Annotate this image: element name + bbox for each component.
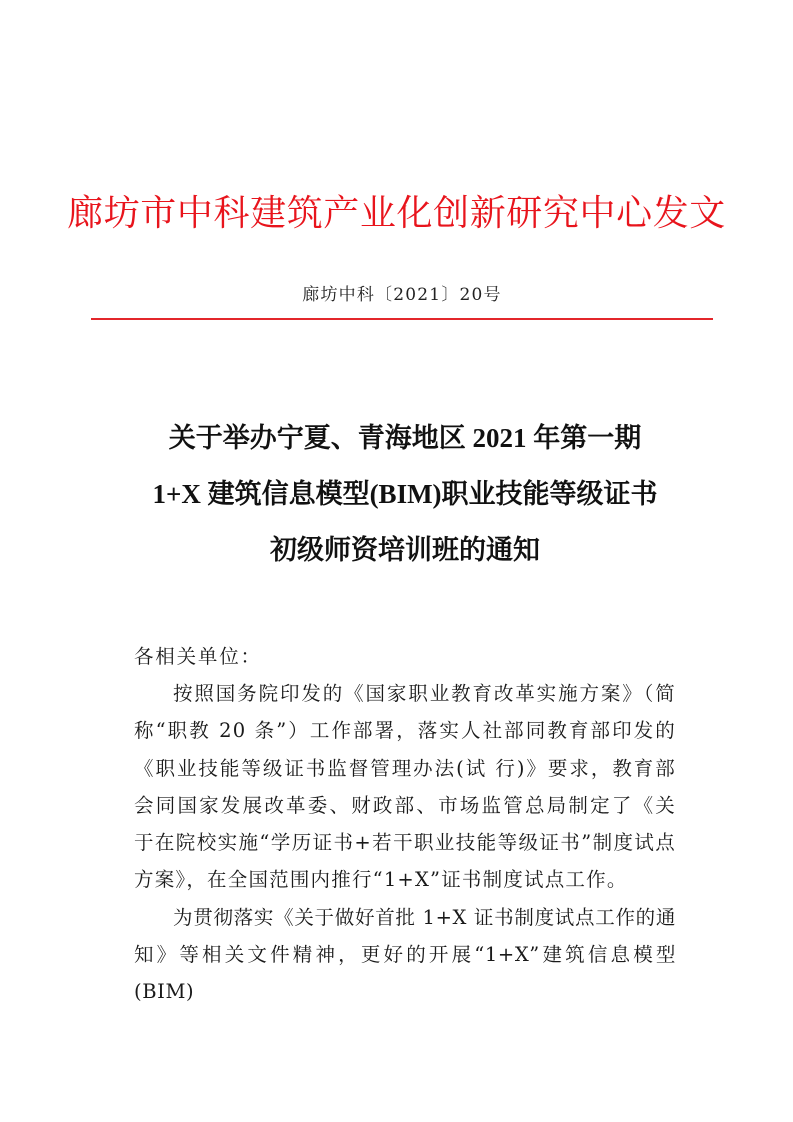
issuer-masthead: 廊坊市中科建筑产业化创新研究中心发文: [67, 193, 726, 234]
title-line-1: 关于举办宁夏、青海地区 2021 年第一期: [168, 423, 642, 453]
red-separator-rule: [91, 318, 713, 320]
title-line-2: 1+X 建筑信息模型(BIM)职业技能等级证书: [152, 479, 658, 509]
title-line-3: 初级师资培训班的通知: [270, 535, 540, 565]
salutation: 各相关单位：: [134, 645, 262, 668]
notice-body: [134, 638, 676, 1011]
paragraph-2: 为贯彻落实《关于做好首批 1+X 证书制度试点工作的通知》等相关文件精神，更好的开展“1+X”建筑信息模型(BIM): [134, 905, 676, 1004]
paragraph-1: 按照国务院印发的《国家职业教育改革实施方案》（简称“职教 20 条”）工作部署，落实人社部同教育部印发的《职业技能等级证书监督管理办法(试 行)》要求，教育部会同国家发展改革委、财政部、市场监管总局制定了《关 于在院校实施“学历证书+若干职业技能等级证书”制度试点方案》，在全国范围内推行“1+X”证书制度试点工作。: [134, 682, 676, 892]
notice-title: [100, 416, 710, 584]
document-number: 廊坊中科〔2021〕20号: [302, 285, 502, 305]
